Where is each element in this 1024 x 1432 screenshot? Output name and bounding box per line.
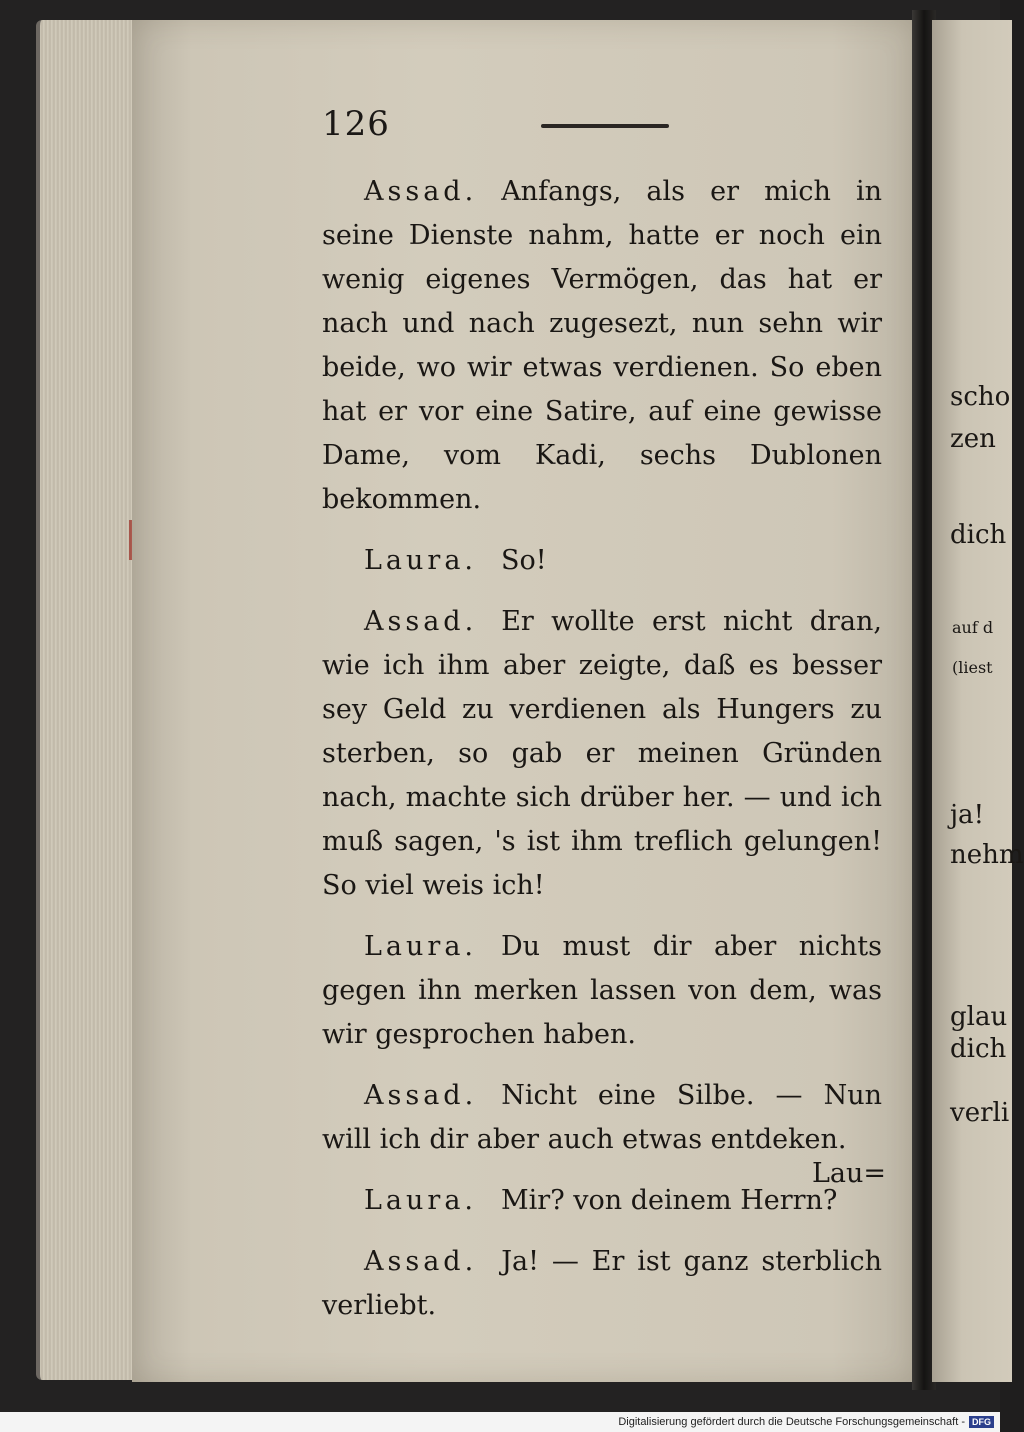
- dialogue-paragraph: [322, 539, 882, 583]
- right-page-fragment: glau: [950, 1002, 1008, 1032]
- right-page-fragment: zen: [950, 424, 996, 454]
- right-page-fragment: scho: [950, 382, 1011, 412]
- right-page-fragment: (liest: [952, 658, 993, 677]
- right-page-edge: [932, 20, 1012, 1382]
- dialogue-paragraph: [322, 1179, 882, 1223]
- right-page-fragment: ja!: [950, 800, 985, 830]
- book-page-edges: [36, 20, 138, 1380]
- right-page-fragment: dich: [950, 520, 1007, 550]
- speaker-name: Assad.: [364, 1080, 478, 1111]
- right-page-fragment: verli: [950, 1098, 1010, 1128]
- red-margin-mark: [129, 520, 132, 560]
- speaker-name: Laura.: [364, 545, 478, 576]
- dialogue-text: [322, 170, 882, 1345]
- dialogue-paragraph: [322, 1074, 882, 1162]
- catchword: Lau=: [812, 1158, 887, 1189]
- footer-bar: [0, 1412, 1000, 1432]
- speech-text: Mir? von deinem Herrn?: [501, 1185, 838, 1216]
- speaker-name: Assad.: [364, 176, 478, 207]
- dialogue-paragraph: [322, 1240, 882, 1328]
- dialogue-paragraph: [322, 600, 882, 908]
- dfg-logo: DFG: [969, 1416, 994, 1428]
- right-page-fragment: dich: [950, 1034, 1007, 1064]
- speaker-name: Laura.: [364, 931, 478, 962]
- speech-text: Er wollte erst nicht dran, wie ich ihm aber zeigte, daß es besser sey Geld zu verdienen als Hungers zu sterben, so gab er meinen Gründen nach, machte sich drüber her. — und ich muß sagen, 's ist ihm treflich gelungen! So viel weis ich!: [322, 606, 882, 901]
- dialogue-paragraph: [322, 925, 882, 1057]
- footer-credit: Digitalisierung gefördert durch die Deutsche Forschungsgemeinschaft -: [618, 1416, 965, 1428]
- speech-text: Ja! — Er ist ganz sterblich verliebt.: [322, 1246, 882, 1321]
- speech-text: Du must dir aber nichts gegen ihn merken lassen von dem, was wir gesprochen haben.: [322, 931, 882, 1050]
- header-rule: [541, 124, 669, 128]
- speech-text: Nicht eine Silbe. — Nun will ich dir aber auch etwas entdeken.: [322, 1080, 882, 1155]
- right-page-fragment: nehm: [950, 840, 1024, 870]
- right-page-fragment: auf d: [952, 618, 994, 637]
- page-number: 126: [322, 104, 390, 144]
- speaker-name: Assad.: [364, 606, 478, 637]
- dialogue-paragraph: [322, 170, 882, 522]
- speech-text: So!: [501, 545, 547, 576]
- speaker-name: Laura.: [364, 1185, 478, 1216]
- speech-text: Anfangs, als er mich in seine Dienste nahm, hatte er noch ein wenig eigenes Vermögen, das hat er nach und nach zugesezt, nun sehn wir beide, wo wir etwas verdienen. So eben hat er vor eine Satire, auf eine gewisse Dame, vom Kadi, sechs Dublonen bekommen.: [322, 176, 882, 515]
- speaker-name: Assad.: [364, 1246, 478, 1277]
